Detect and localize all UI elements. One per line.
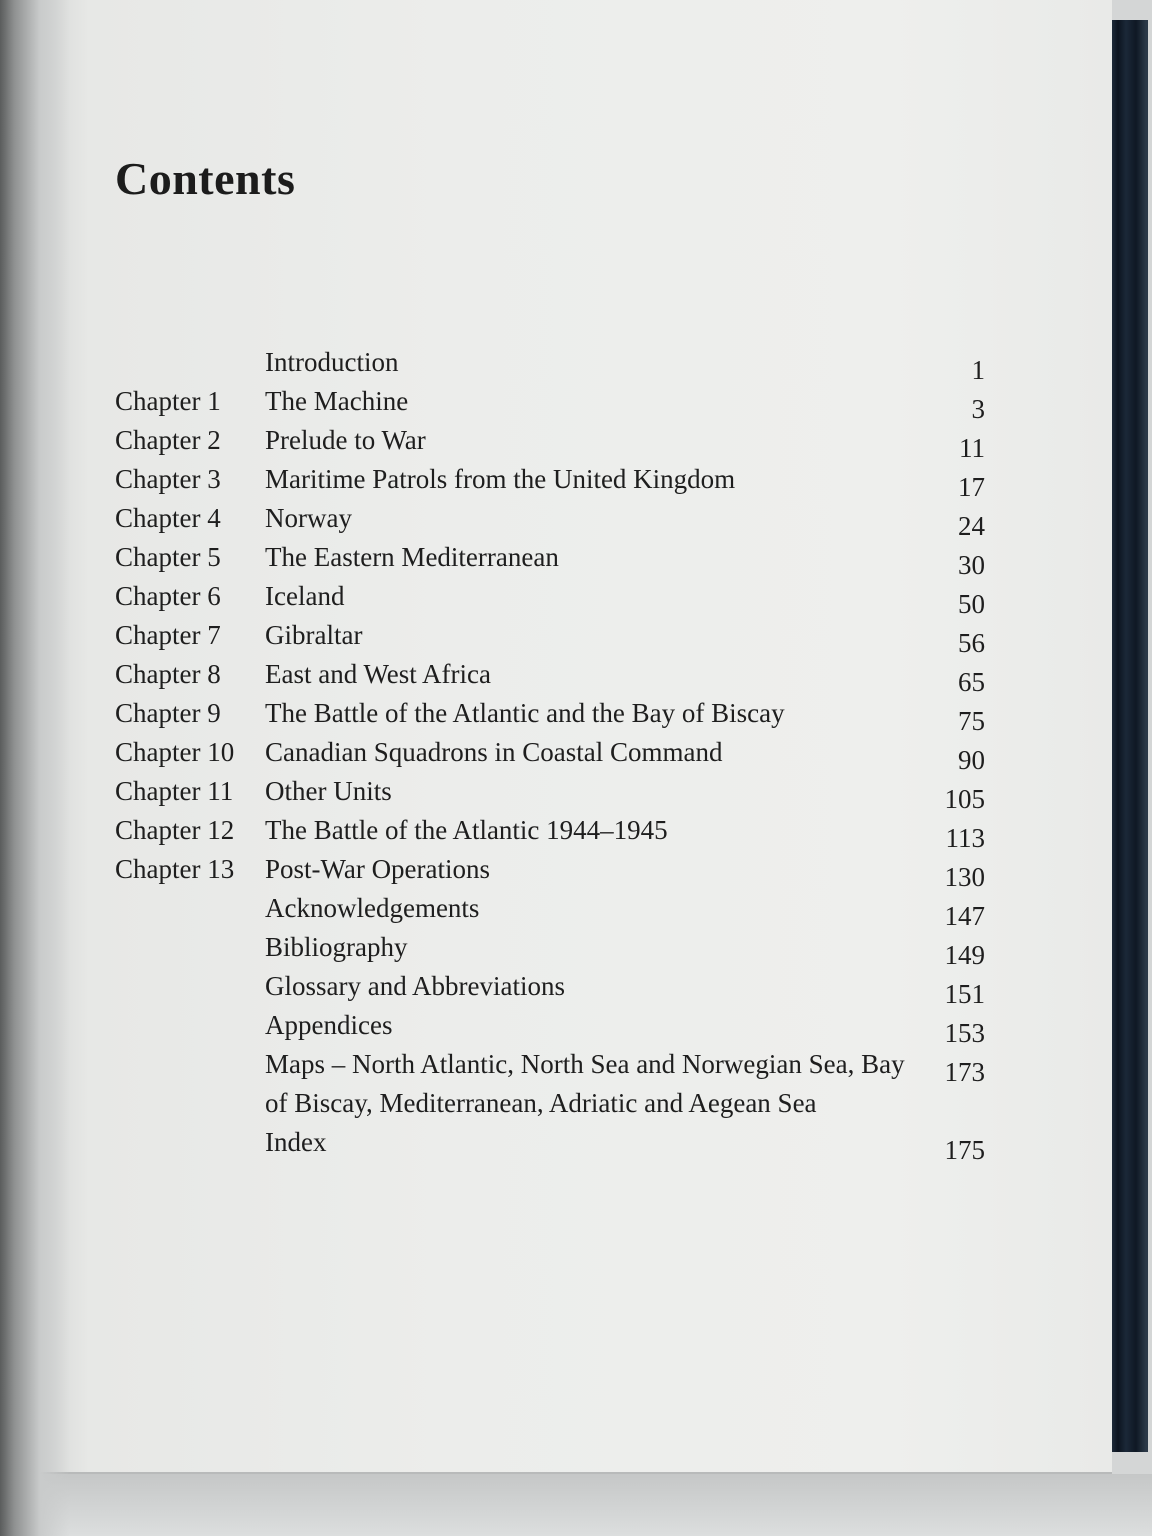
toc-entry xyxy=(115,343,985,385)
entry-title: Gibraltar xyxy=(265,620,363,650)
table-of-contents xyxy=(115,343,985,1165)
toc-entry xyxy=(115,655,985,697)
page-number: 1 xyxy=(971,355,985,385)
entry-title: The Battle of the Atlantic and the Bay of Biscay xyxy=(265,698,785,728)
entry-title: Introduction xyxy=(265,347,399,377)
page-number: 17 xyxy=(958,472,985,502)
toc-entry xyxy=(115,889,985,931)
entry-title: Iceland xyxy=(265,581,345,611)
toc-entry xyxy=(115,616,985,658)
page-number: 30 xyxy=(958,550,985,580)
entry-title: Appendices xyxy=(265,1010,393,1040)
chapter-label: Chapter 2 xyxy=(115,425,221,455)
page-number: 149 xyxy=(944,940,985,970)
page-number: 11 xyxy=(959,433,985,463)
entry-title: Index xyxy=(265,1127,327,1157)
toc-entry xyxy=(115,1123,985,1165)
page-number: 3 xyxy=(971,394,985,424)
page-number: 24 xyxy=(958,511,985,541)
page-number: 105 xyxy=(944,784,985,814)
page-number: 147 xyxy=(944,901,985,931)
entry-title: The Machine xyxy=(265,386,409,416)
chapter-label: Chapter 5 xyxy=(115,542,221,572)
toc-entry xyxy=(115,694,985,736)
entry-title: East and West Africa xyxy=(265,659,492,689)
toc-entry xyxy=(115,382,985,424)
page-number: 90 xyxy=(958,745,985,775)
page-title: Contents xyxy=(115,153,296,204)
toc-entry xyxy=(115,811,985,853)
toc-entry xyxy=(115,1006,985,1048)
entry-title: Acknowledgements xyxy=(265,893,480,923)
page-number: 50 xyxy=(958,589,985,619)
toc-entry xyxy=(115,577,985,619)
page-number: 65 xyxy=(958,667,985,697)
toc-entry xyxy=(115,967,985,1009)
chapter-label: Chapter 13 xyxy=(115,854,235,884)
entry-title: Glossary and Abbreviations xyxy=(265,971,565,1001)
toc-entry xyxy=(115,772,985,814)
chapter-label: Chapter 11 xyxy=(115,776,234,806)
page-number: 153 xyxy=(944,1018,985,1048)
page-number: 175 xyxy=(944,1135,985,1165)
chapter-label: Chapter 3 xyxy=(115,464,221,494)
page-number: 173 xyxy=(944,1057,985,1087)
table-surface xyxy=(0,1474,1152,1536)
toc-entry xyxy=(115,499,985,541)
entry-title: The Eastern Mediterranean xyxy=(265,542,559,572)
toc-entry xyxy=(115,460,985,502)
entry-title: Other Units xyxy=(265,776,392,806)
chapter-label: Chapter 10 xyxy=(115,737,235,767)
toc-entry xyxy=(115,733,985,775)
chapter-label: Chapter 1 xyxy=(115,386,221,416)
chapter-label: Chapter 8 xyxy=(115,659,221,689)
entry-title: Prelude to War xyxy=(265,425,426,455)
entry-title: Maps – North Atlantic, North Sea and Norwegian Sea, Bay of Biscay, Mediterranean, Adriatic and Aegean Sea xyxy=(265,1049,905,1118)
chapter-label: Chapter 6 xyxy=(115,581,221,611)
chapter-label: Chapter 4 xyxy=(115,503,221,533)
toc-entry xyxy=(115,1045,985,1123)
chapter-label: Chapter 9 xyxy=(115,698,221,728)
gutter-shadow xyxy=(0,0,70,1536)
entry-title: Post-War Operations xyxy=(265,854,491,884)
toc-entry xyxy=(115,850,985,892)
toc-entry xyxy=(115,538,985,580)
toc-entry xyxy=(115,421,985,463)
chapter-label: Chapter 12 xyxy=(115,815,235,845)
entry-title: Norway xyxy=(265,503,352,533)
page-number: 151 xyxy=(944,979,985,1009)
chapter-label: Chapter 7 xyxy=(115,620,221,650)
book-cover-edge xyxy=(1112,20,1148,1452)
entry-title: Bibliography xyxy=(265,932,408,962)
toc-entry xyxy=(115,928,985,970)
page-number: 75 xyxy=(958,706,985,736)
page-number: 113 xyxy=(945,823,985,853)
page-number: 56 xyxy=(958,628,985,658)
entry-title: Canadian Squadrons in Coastal Command xyxy=(265,737,723,767)
entry-title: The Battle of the Atlantic 1944–1945 xyxy=(265,815,668,845)
entry-title: Maritime Patrols from the United Kingdom xyxy=(265,464,736,494)
page-number: 130 xyxy=(944,862,985,892)
